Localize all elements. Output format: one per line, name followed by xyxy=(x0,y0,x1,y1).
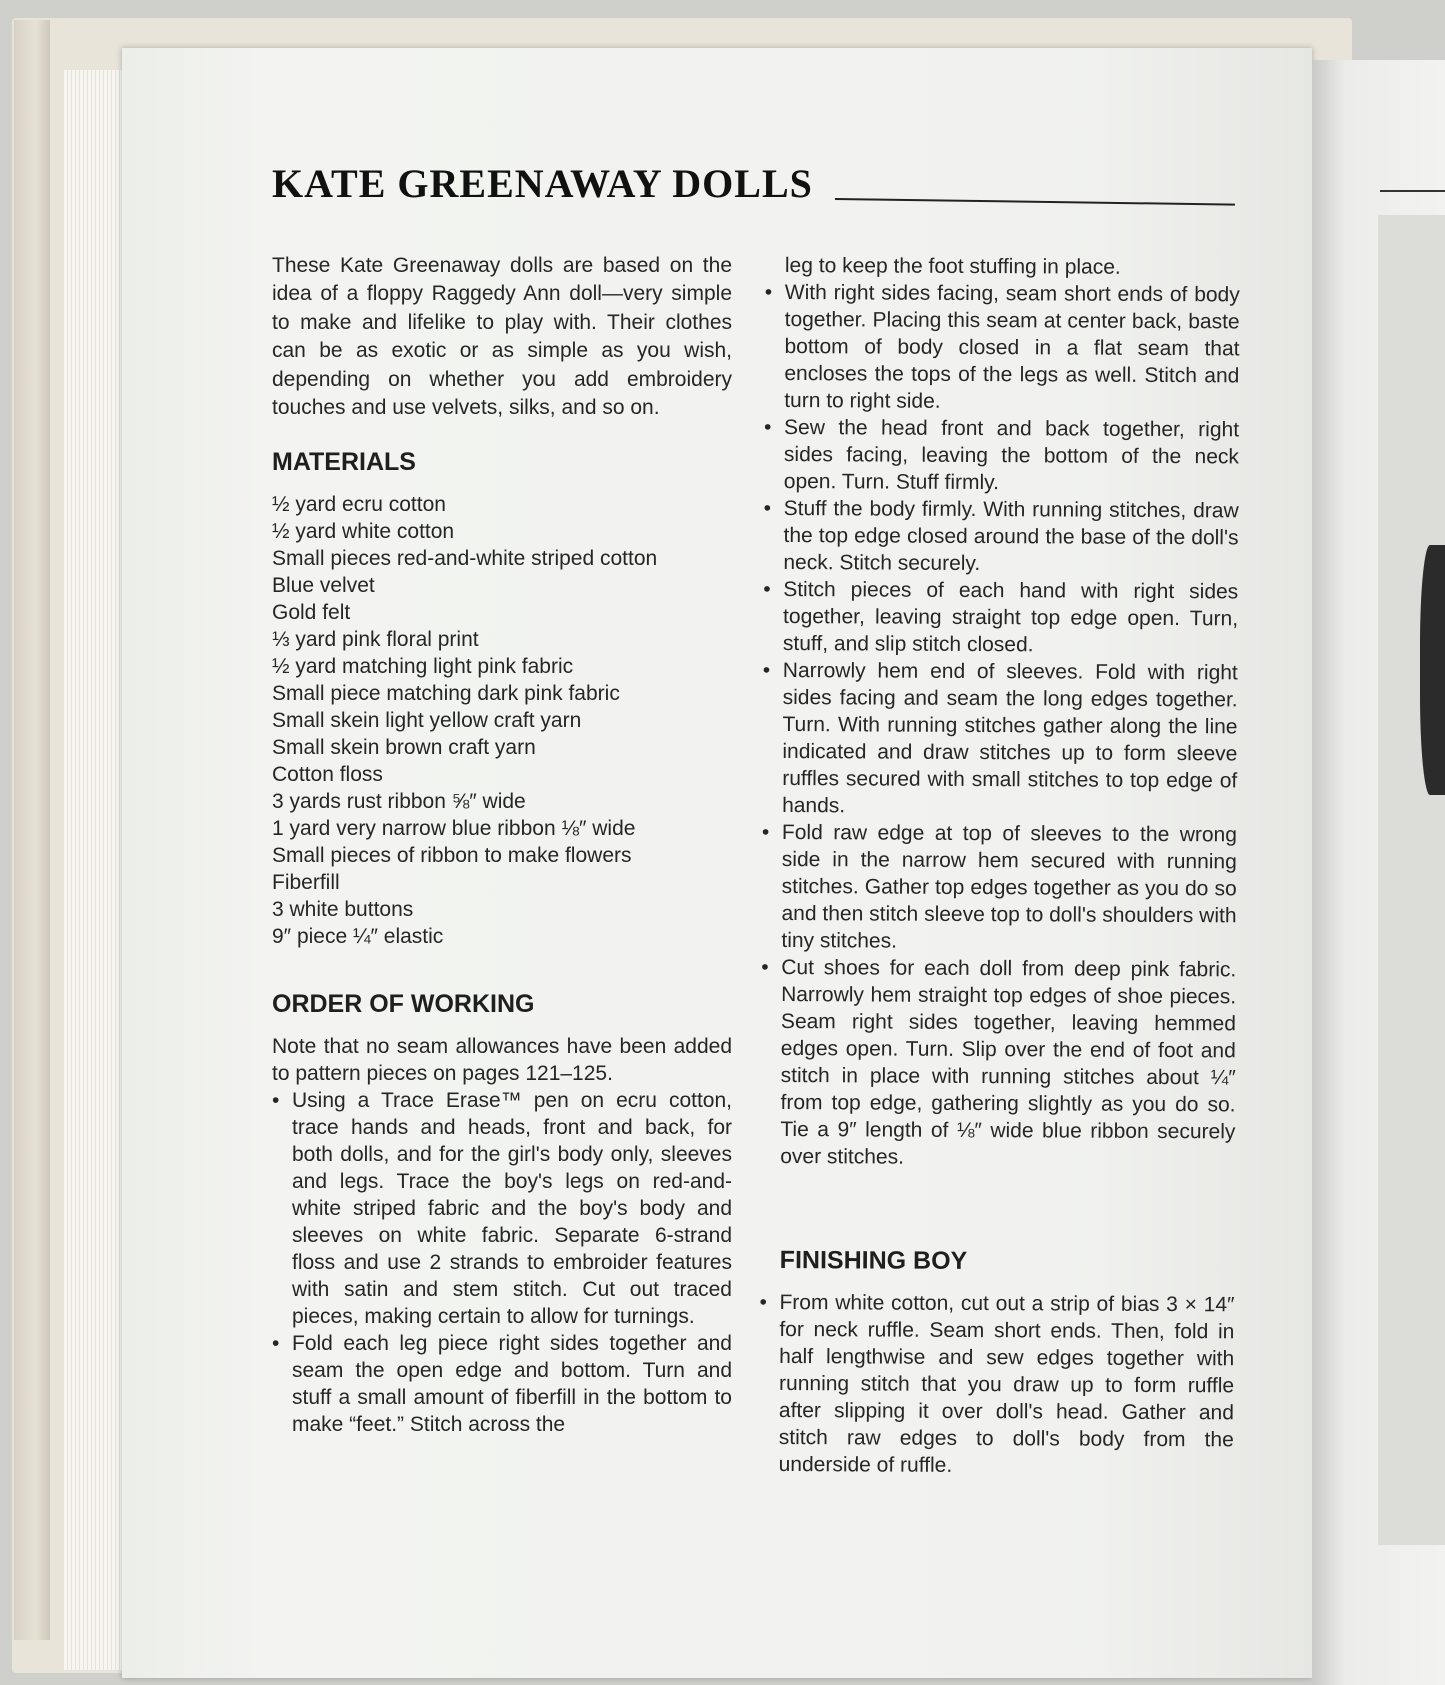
list-item: Gold felt xyxy=(272,601,351,625)
list-item: Fiberfill xyxy=(272,871,340,895)
list-item: • Stitch pieces of each hand with right sides together, leaving straight top edge open. Turn, stuff, and slip stitch closed. xyxy=(763,576,1238,659)
order-heading: ORDER OF WORKING xyxy=(272,990,535,1019)
list-item: 3 yards rust ribbon ⅝″ wide xyxy=(272,790,526,814)
title-rule xyxy=(835,198,1235,206)
materials-heading: MATERIALS xyxy=(272,448,416,477)
list-item: • Sew the head front and back together, right sides facing, leaving the bottom of the neck open. Turn. Stuff firmly. xyxy=(764,414,1239,497)
right-column xyxy=(779,252,1240,1480)
order-steps-right xyxy=(780,279,1240,1172)
list-item: • From white cotton, cut out a strip of bias 3 × 14″ for neck ruffle. Seam short ends. Then, fold in half lengthwise and sew edges together with running stitch that you draw up to form ruffle after slipping it over doll's head. Gather and stitch raw edges to doll's body from the underside of ruffle. xyxy=(759,1289,1235,1480)
list-item: Small piece matching dark pink fabric xyxy=(272,682,620,706)
list-item: ½ yard white cotton xyxy=(272,520,455,544)
list-item: • With right sides facing, seam short ends of body together. Placing this seam at center back, baste bottom of body closed in a flat seam that encloses the tops of the legs as well. Stitch and turn to right side. xyxy=(764,279,1240,416)
list-item: • Cut shoes for each doll from deep pink fabric. Narrowly hem straight top edges of shoe pieces. Seam right sides together, leaving hemmed edges open. Turn. Slip over the end of foot and stitch in place with running stitches about ¼″ from top edge, gathering slightly as you do so. Tie a 9″ length of ⅛″ wide blue ribbon securely over stitches. xyxy=(760,954,1236,1172)
finishing-boy-heading: FINISHING BOY xyxy=(779,1245,968,1275)
list-item: 3 white buttons xyxy=(272,898,414,922)
list-item: Small skein brown craft yarn xyxy=(272,736,536,760)
finishing-boy-steps xyxy=(779,1289,1235,1480)
list-item: • Narrowly hem end of sleeves. Fold with right sides facing and seam the long edges together. Turn. With running stitches gather along the line indicated and draw stitches up to form sleeve ruffles secured with small stitches to top edge of hands. xyxy=(762,657,1238,821)
order-note: Note that no seam allowances have been added to pattern pieces on pages 121–125. xyxy=(272,1035,732,1086)
list-item: Small skein light yellow craft yarn xyxy=(272,709,582,733)
list-item: Cotton floss xyxy=(272,763,383,787)
continued-text: leg to keep the foot stuffing in place. xyxy=(784,253,1121,279)
list-item: ⅓ yard pink floral print xyxy=(272,628,479,652)
list-item: ½ yard matching light pink fabric xyxy=(272,655,574,679)
page-title: KATE GREENAWAY DOLLS xyxy=(272,161,813,206)
list-item: • Stuff the body firmly. With running stitches, draw the top edge closed around the base of the doll's neck. Stitch securely. xyxy=(763,495,1238,578)
order-steps-left xyxy=(272,1087,732,1438)
list-item: • Fold raw edge at top of sleeves to the wrong side in the narrow hem secured with running stitches. Gather top edges together as you do so and then stitch sleeve top to doll's shoulders with tiny stitches. xyxy=(761,819,1237,956)
left-column xyxy=(272,252,732,1438)
list-item: 1 yard very narrow blue ribbon ⅛″ wide xyxy=(272,817,636,841)
list-item: • Fold each leg piece right sides together and seam the open edge and bottom. Turn and stuff a small amount of fiberfill in the bottom to make “feet.” Stitch across the xyxy=(272,1330,732,1438)
list-item: Blue velvet xyxy=(272,574,375,598)
list-item: ½ yard ecru cotton xyxy=(272,493,446,517)
intro-paragraph: These Kate Greenaway dolls are based on the idea of a floppy Raggedy Ann doll—very simple to make and lifelike to play with. Their clothes can be as exotic or as simple as you wish, depending on whether you add embroidery touches and use velvets, silks, and so on. xyxy=(272,254,732,420)
list-item: 9″ piece ¼″ elastic xyxy=(272,925,444,949)
list-item: Small pieces red-and-white striped cotton xyxy=(272,547,658,571)
materials-list xyxy=(272,491,732,950)
list-item: • Using a Trace Erase™ pen on ecru cotton, trace hands and heads, front and back, for both dolls, and for the girl's body only, sleeves and legs. Trace the boy's legs on red-and-white striped fabric and the boy's body and sleeves on white fabric. Separate 6-strand floss and use 2 strands to embroider features with satin and stem stitch. Cut out traced pieces, making certain to allow for turnings. xyxy=(272,1087,732,1330)
list-item: Small pieces of ribbon to make flowers xyxy=(272,844,632,868)
